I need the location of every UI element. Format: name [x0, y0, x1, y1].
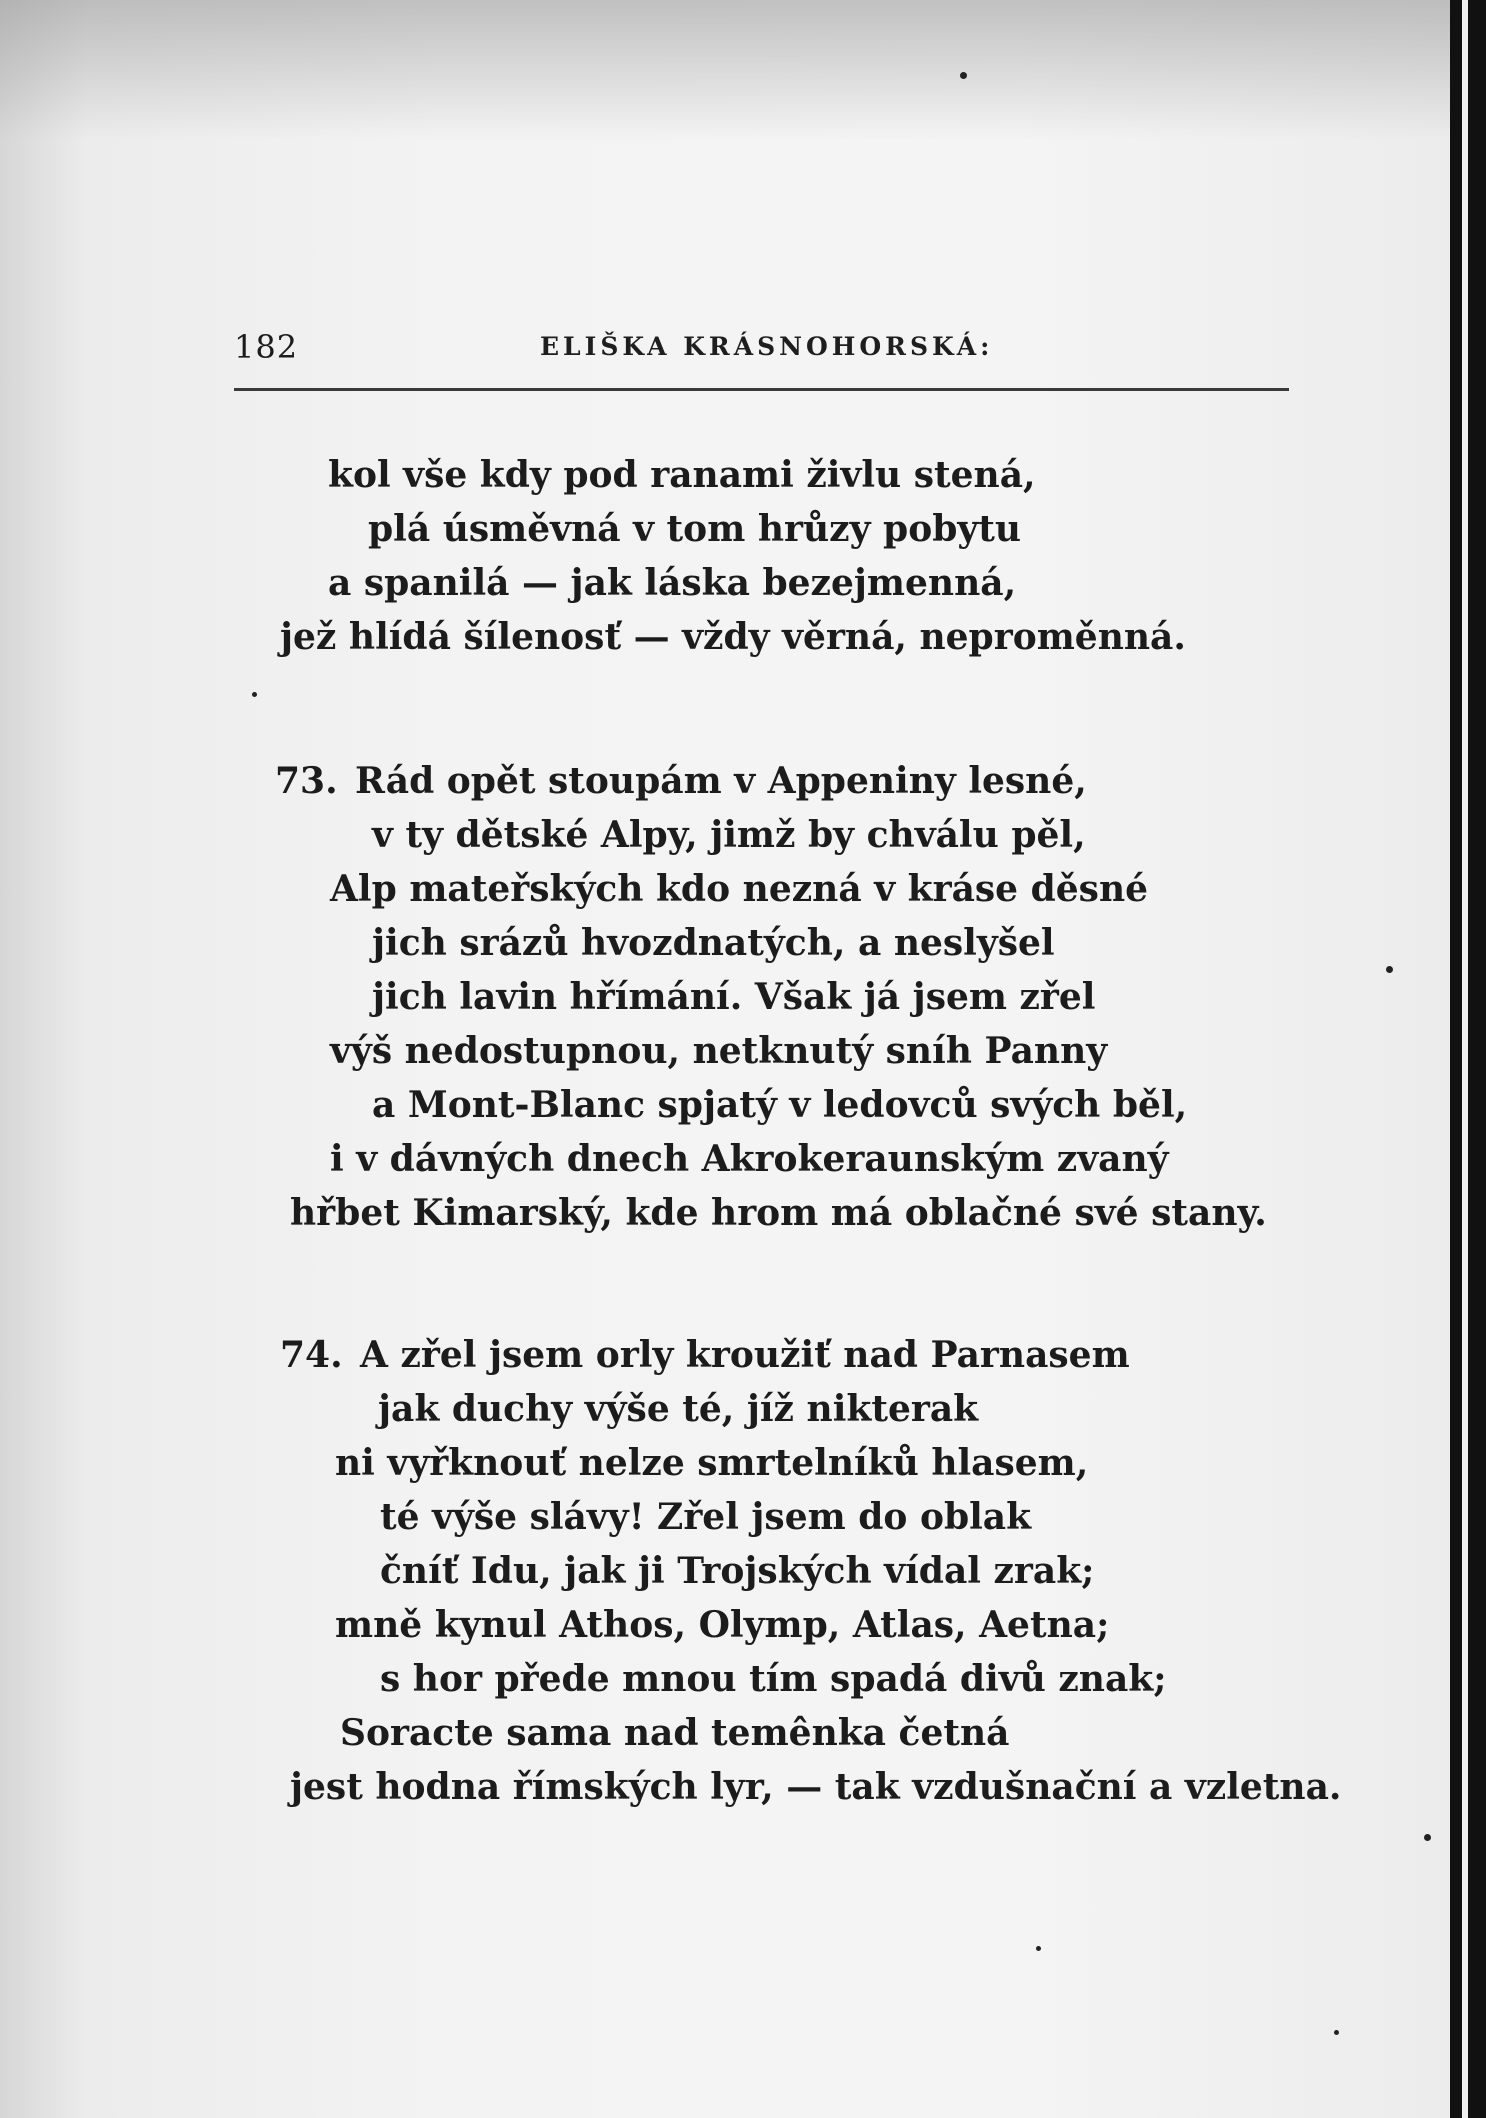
verse-line: kol vše kdy pod ranami živlu stená,: [328, 454, 1036, 496]
scan-border-rule: [1462, 0, 1468, 2118]
verse-line: výš nedostupnou, netknutý sníh Panny: [330, 1030, 1108, 1072]
stanza-number: 73.: [275, 760, 338, 802]
verse-line: Soracte sama nad temênka četná: [340, 1712, 1010, 1754]
verse-line: mně kynul Athos, Olymp, Atlas, Aetna;: [335, 1604, 1110, 1646]
verse-line: hřbet Kimarský, kde hrom má oblačné své stany.: [290, 1192, 1267, 1234]
scan-speck: [1386, 966, 1393, 973]
page-number: 182: [234, 328, 299, 366]
scan-speck: [1334, 2030, 1339, 2035]
verse-line: jich srázů hvozdnatých, a neslyšel: [372, 922, 1055, 964]
verse-line: jak duchy výše té, jíž nikterak: [378, 1388, 979, 1430]
verse-line: a spanilá — jak láska bezejmenná,: [328, 562, 1017, 604]
verse-line: plá úsměvná v tom hrůzy pobytu: [368, 508, 1022, 550]
scan-speck: [960, 72, 967, 79]
verse-line: Rád opět stoupám v Appeniny lesné,: [355, 760, 1087, 802]
verse-line: čníť Idu, jak ji Trojských vídal zrak;: [380, 1550, 1095, 1592]
verse-line: ni vyřknouť nelze smrtelníků hlasem,: [335, 1442, 1089, 1484]
verse-line: a Mont-Blanc spjatý v ledovců svých běl,: [372, 1084, 1188, 1126]
verse-line: Alp mateřských kdo nezná v kráse děsné: [330, 868, 1149, 910]
stanza-number: 74.: [280, 1334, 343, 1376]
scan-speck: [1424, 1834, 1431, 1841]
verse-line: v ty dětské Alpy, jimž by chválu pěl,: [372, 814, 1086, 856]
scan-border: [1450, 0, 1486, 2118]
verse-line: jest hodna římských lyr, — tak vzdušnační a vzletna.: [290, 1766, 1342, 1808]
verse-line: té výše slávy! Zřel jsem do oblak: [380, 1496, 1032, 1538]
verse-line: s hor přede mnou tím spadá divů znak;: [380, 1658, 1167, 1700]
verse-line: i v dávných dnech Akrokeraunským zvaný: [330, 1138, 1169, 1180]
verse-line: jich lavin hřímání. Však já jsem zřel: [372, 976, 1096, 1018]
scan-speck: [252, 692, 257, 697]
scan-speck: [1036, 1946, 1041, 1951]
running-header: ELIŠKA KRÁSNOHORSKÁ:: [540, 332, 994, 361]
header-rule: [234, 388, 1289, 391]
scan-shadow: [0, 0, 1450, 140]
verse-line: A zřel jsem orly kroužiť nad Parnasem: [360, 1334, 1130, 1376]
verse-line: jež hlídá šílenosť — vždy věrná, neproměnná.: [280, 616, 1186, 658]
